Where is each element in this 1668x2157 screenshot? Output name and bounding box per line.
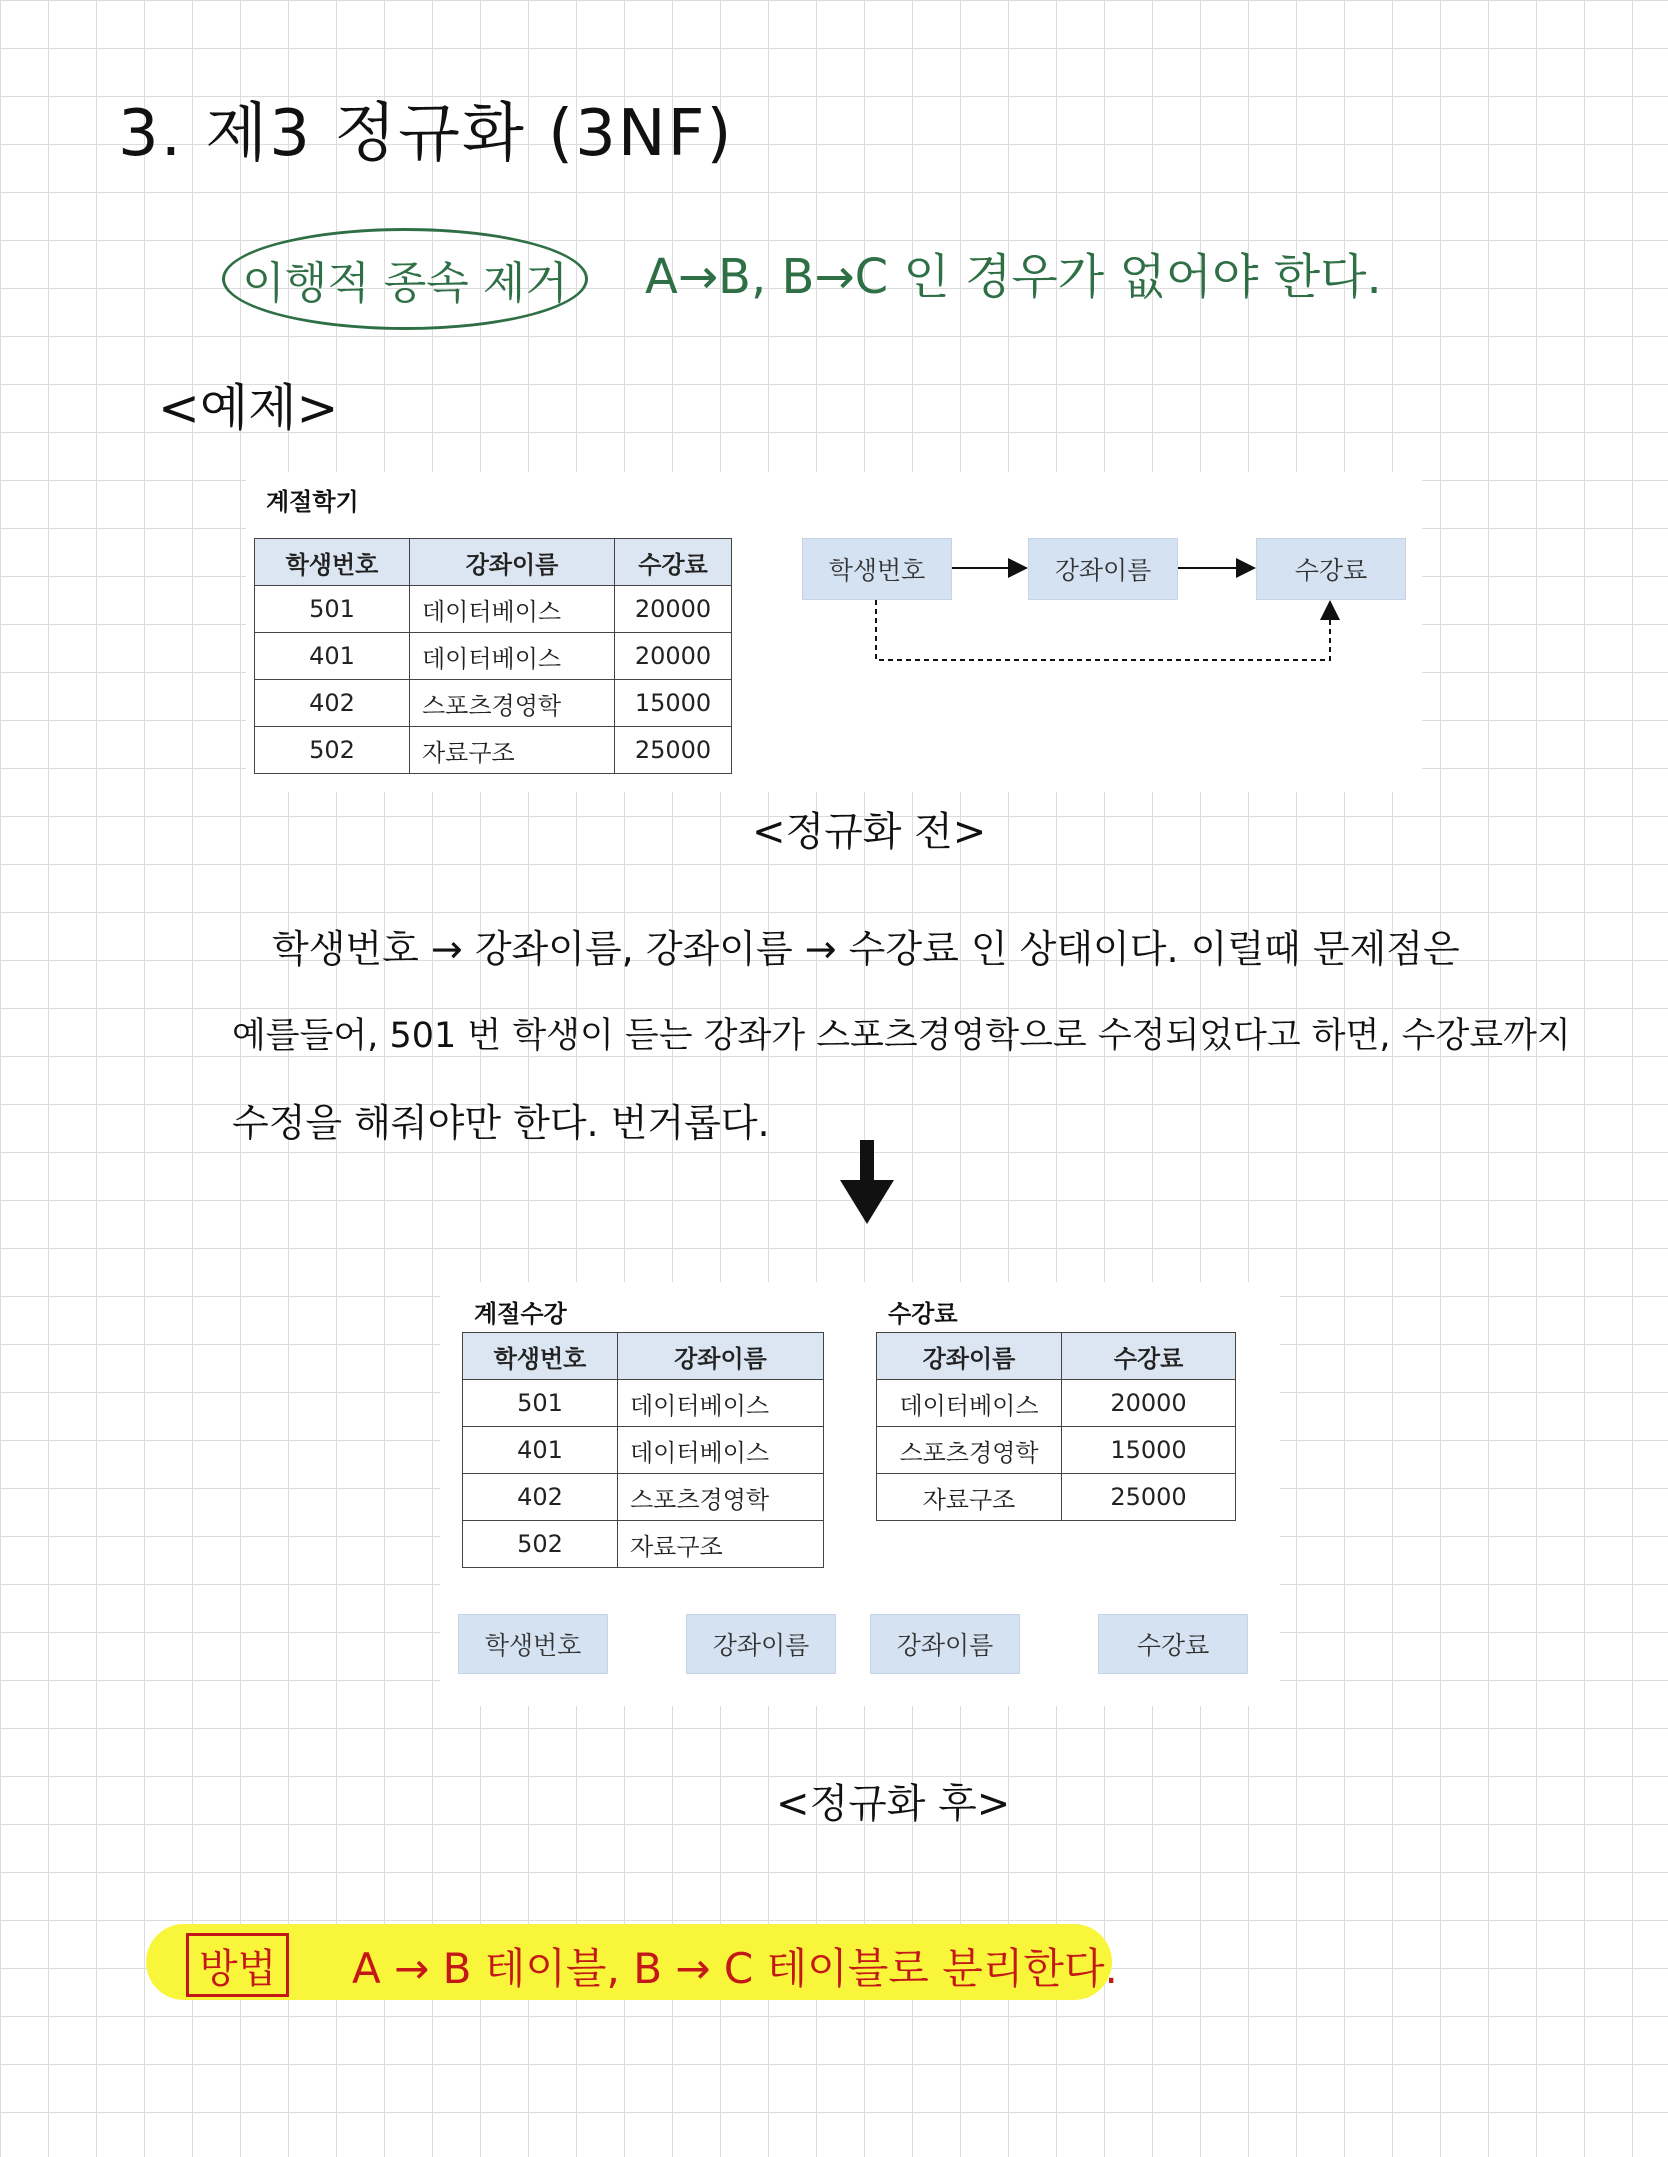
table-cell: 402	[463, 1474, 618, 1521]
table-cell: 20000	[1062, 1380, 1236, 1427]
transitive-arrow-icon	[876, 600, 1330, 660]
method-label: 방법	[186, 1933, 289, 1997]
table-cell: 스포츠경영학	[410, 680, 615, 727]
table-row	[877, 1474, 1236, 1521]
after-table2	[876, 1332, 1236, 1521]
dependency-node: 학생번호	[458, 1614, 608, 1674]
table-cell: 스포츠경영학	[877, 1427, 1062, 1474]
table-cell: 데이터베이스	[877, 1380, 1062, 1427]
table-cell: 데이터베이스	[618, 1427, 824, 1474]
explanation-line-2: 예를들어, 501 번 학생이 듣는 강좌가 스포츠경영학으로 수정되었다고 하면, 수강료까지	[232, 1016, 1571, 1056]
table-header: 학생번호	[255, 539, 410, 586]
after-table2-title: 수강료	[888, 1301, 958, 1328]
table-cell: 20000	[615, 633, 732, 680]
table-cell: 자료구조	[410, 727, 615, 774]
table-cell: 15000	[615, 680, 732, 727]
table-cell: 20000	[615, 586, 732, 633]
table-header: 수강료	[1062, 1333, 1236, 1380]
rule-label-text: 이행적 종속 제거	[242, 258, 568, 309]
table-cell: 501	[463, 1380, 618, 1427]
table-header: 강좌이름	[410, 539, 615, 586]
dependency-node: 수강료	[1256, 538, 1406, 600]
before-table-title: 계절학기	[266, 489, 359, 516]
table-cell: 자료구조	[877, 1474, 1062, 1521]
after-caption: <정규화 후>	[776, 1781, 1011, 1827]
table-cell: 502	[463, 1521, 618, 1568]
table-cell: 502	[255, 727, 410, 774]
method-text: A → B 테이블, B → C 테이블로 분리한다.	[352, 1944, 1118, 1993]
table-cell: 데이터베이스	[618, 1380, 824, 1427]
table-header: 강좌이름	[877, 1333, 1062, 1380]
table-cell: 401	[255, 633, 410, 680]
table-row	[463, 1427, 824, 1474]
table-row	[463, 1380, 824, 1427]
table-row	[877, 1427, 1236, 1474]
table-row	[463, 1474, 824, 1521]
table-cell: 401	[463, 1427, 618, 1474]
table-cell: 402	[255, 680, 410, 727]
table-cell: 25000	[615, 727, 732, 774]
table-row	[877, 1380, 1236, 1427]
dependency-node: 강좌이름	[870, 1614, 1020, 1674]
dependency-node: 강좌이름	[686, 1614, 836, 1674]
rule-description: A→B, B→C 인 경우가 없어야 한다.	[645, 249, 1382, 305]
dependency-node: 학생번호	[802, 538, 952, 600]
after-table1-title: 계절수강	[474, 1301, 567, 1328]
before-caption: <정규화 전>	[752, 809, 987, 855]
table-cell: 501	[255, 586, 410, 633]
table-cell: 스포츠경영학	[618, 1474, 824, 1521]
down-arrow-icon	[840, 1140, 894, 1224]
explanation-line-3: 수정을 해줘야만 한다. 번거롭다.	[232, 1101, 770, 1145]
table-cell: 자료구조	[618, 1521, 824, 1568]
table-header: 학생번호	[463, 1333, 618, 1380]
dependency-node: 강좌이름	[1028, 538, 1178, 600]
table-cell: 15000	[1062, 1427, 1236, 1474]
explanation-line-1: 학생번호 → 강좌이름, 강좌이름 → 수강료 인 상태이다. 이럴때 문제점은	[272, 927, 1460, 971]
table-cell: 데이터베이스	[410, 633, 615, 680]
table-row	[463, 1521, 824, 1568]
example-label: <예제>	[158, 379, 339, 437]
after-table1	[462, 1332, 824, 1568]
dependency-node: 수강료	[1098, 1614, 1248, 1674]
table-header: 강좌이름	[618, 1333, 824, 1380]
table-header: 수강료	[615, 539, 732, 586]
table-cell: 25000	[1062, 1474, 1236, 1521]
table-cell: 데이터베이스	[410, 586, 615, 633]
page-title: 3. 제3 정규화 (3NF)	[118, 97, 734, 171]
